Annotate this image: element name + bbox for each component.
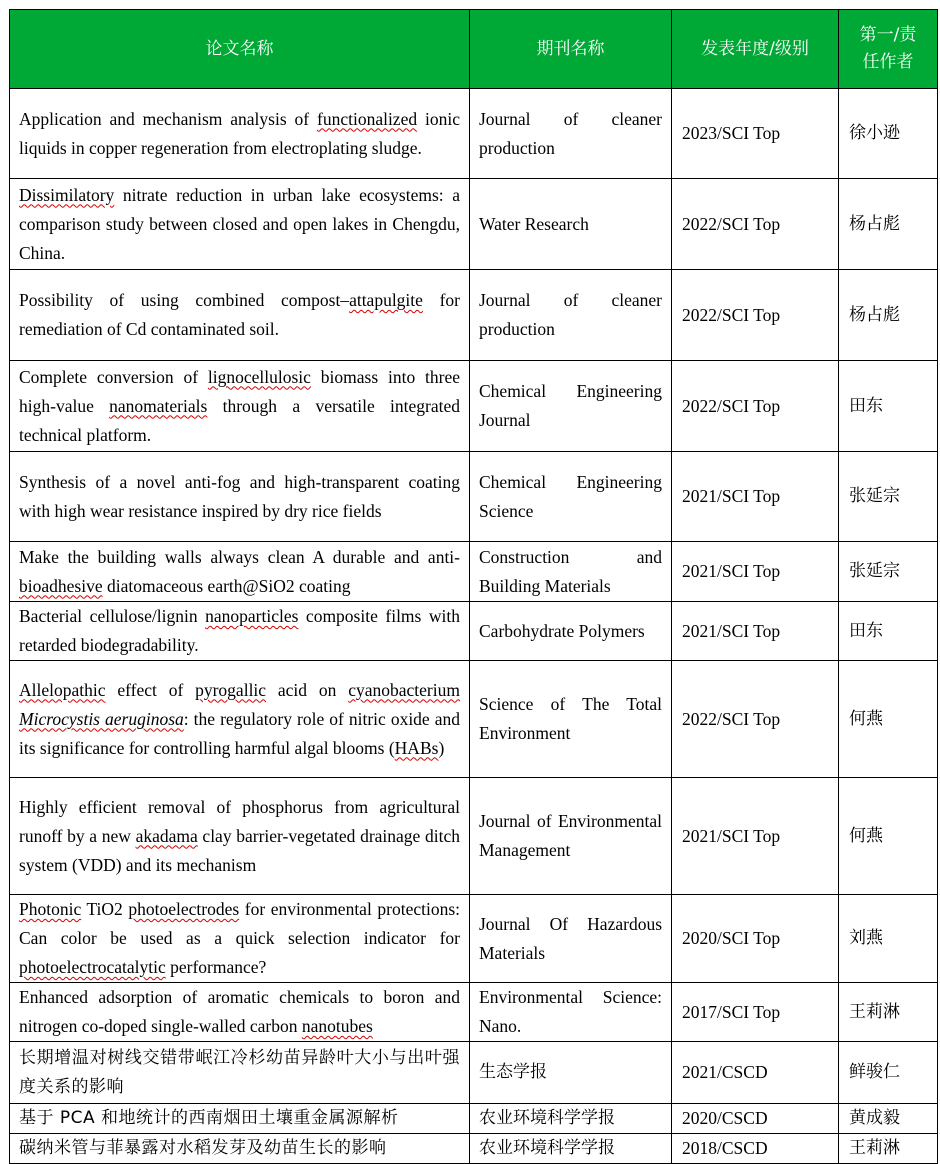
title-text: ): [438, 737, 445, 758]
journal-name: Chemical Engineering Journal: [470, 361, 672, 452]
table-row: [10, 1134, 938, 1164]
year-level: 2021/SCI Top: [672, 452, 839, 542]
spellcheck-word: nanotubes: [301, 1016, 373, 1036]
paper-title: [10, 1042, 470, 1104]
title-text: biomass into three high-value: [19, 366, 461, 416]
author-name: 何燕: [839, 661, 938, 778]
header-author: 第一/责任作者: [839, 10, 938, 89]
table-row: [10, 452, 938, 542]
title-text: acid on: [266, 679, 349, 700]
header-journal: 期刊名称: [470, 10, 672, 89]
paper-title: [10, 361, 470, 452]
table-row: [10, 895, 938, 983]
title-text: TiO2: [81, 899, 129, 919]
year-level: 2020/CSCD: [672, 1104, 839, 1134]
title-text: Complete conversion of: [19, 366, 208, 387]
year-level: 2021/SCI Top: [672, 602, 839, 661]
journal-name: Carbohydrate Polymers: [470, 602, 672, 661]
year-level: 2021/SCI Top: [672, 778, 839, 895]
year-level: 2023/SCI Top: [672, 89, 839, 179]
author-name: 田东: [839, 361, 938, 452]
title-text: Highly efficient removal of phosphorus from agricultural runoff by a new: [19, 796, 460, 846]
spellcheck-word: functionalized: [317, 108, 418, 129]
paper-title: [10, 778, 470, 895]
year-level: 2022/SCI Top: [672, 179, 839, 270]
spellcheck-word: photoelectrocatalytic: [19, 957, 166, 977]
title-text: for remediation of Cd contaminated soil.: [19, 290, 460, 339]
paper-title: [10, 179, 470, 270]
publications-table: [9, 9, 938, 1164]
year-level: 2022/SCI Top: [672, 361, 839, 452]
author-name: 张延宗: [839, 452, 938, 542]
table-row: [10, 542, 938, 602]
title-text: 碳纳米管与菲暴露对水稻发芽及幼苗生长的影响: [19, 1138, 387, 1158]
paper-title: [10, 661, 470, 778]
title-text: diatomaceous earth@SiO2 coating: [102, 575, 351, 596]
author-name: 田东: [839, 602, 938, 661]
paper-title: [10, 270, 470, 361]
spellcheck-word: Photonic: [19, 899, 82, 919]
spellcheck-word: attapulgite: [349, 290, 423, 310]
table-row: [10, 179, 938, 270]
spellcheck-word: HABs: [394, 737, 439, 758]
journal-name: Construction and Building Materials: [470, 542, 672, 602]
author-name: 张延宗: [839, 542, 938, 602]
spellcheck-word: pyrogallic: [195, 679, 267, 700]
author-name: 何燕: [839, 778, 938, 895]
spellcheck-word: nanomaterials: [109, 395, 208, 416]
journal-name: 农业环境科学学报: [470, 1134, 672, 1164]
journal-name: Science of The Total Environment: [470, 661, 672, 778]
journal-name: Environmental Science: Nano.: [470, 983, 672, 1042]
table-row: [10, 661, 938, 778]
title-text: composite films with retarded biodegradability.: [19, 606, 460, 655]
header-year-level: 发表年度/级别: [672, 10, 839, 89]
journal-name: 农业环境科学学报: [470, 1104, 672, 1134]
title-text: Synthesis of a novel anti-fog and high-transparent coating with high wear resistance inspired by dry rice fields: [19, 471, 460, 521]
title-text: ionic liquids in copper regeneration from electroplating sludge.: [19, 108, 460, 158]
year-level: 2018/CSCD: [672, 1134, 839, 1164]
spellcheck-word: Dissimilatory: [19, 184, 115, 205]
spellcheck-word: photoelectrodes: [128, 899, 240, 919]
title-text: through a versatile integrated technical platform.: [19, 395, 460, 445]
year-level: 2020/SCI Top: [672, 895, 839, 983]
table-row: [10, 602, 938, 661]
title-text: Enhanced adsorption of aromatic chemicals to boron and nitrogen co-doped single-walled carbon: [19, 987, 460, 1036]
spellcheck-word: bioadhesive: [19, 575, 103, 596]
year-level: 2017/SCI Top: [672, 983, 839, 1042]
author-name: 鲜骏仁: [839, 1042, 938, 1104]
table-row: [10, 361, 938, 452]
paper-title: [10, 1134, 470, 1164]
journal-name: Water Research: [470, 179, 672, 270]
journal-name: Journal of Environmental Management: [470, 778, 672, 895]
year-level: 2021/SCI Top: [672, 542, 839, 602]
title-text: for environmental protections: Can color be used as a quick selection indicator for: [19, 899, 460, 948]
spellcheck-word: nanoparticles: [205, 606, 299, 626]
author-name: 王莉淋: [839, 983, 938, 1042]
title-text: : the regulatory role of nitric oxide and its significance for controlling harmful algal blooms (: [19, 708, 460, 758]
spellcheck-word: cyanobacterium: [348, 679, 460, 700]
spellcheck-word: lignocellulosic: [207, 366, 311, 387]
paper-title: [10, 452, 470, 542]
header-title: 论文名称: [10, 10, 470, 89]
table-body: [10, 89, 938, 1164]
table-row: [10, 983, 938, 1042]
journal-name: Journal of cleaner production: [470, 89, 672, 179]
year-level: 2022/SCI Top: [672, 661, 839, 778]
author-name: 黄成毅: [839, 1104, 938, 1134]
year-level: 2022/SCI Top: [672, 270, 839, 361]
paper-title: [10, 1104, 470, 1134]
paper-title: [10, 983, 470, 1042]
table-row: [10, 778, 938, 895]
paper-title: [10, 602, 470, 661]
spellcheck-word: Allelopathic: [19, 679, 106, 700]
title-text: Make the building walls always clean A durable and anti-: [19, 546, 460, 567]
journal-name: 生态学报: [470, 1042, 672, 1104]
paper-title: [10, 89, 470, 179]
title-text: effect of: [105, 679, 196, 700]
table-row: [10, 89, 938, 179]
table-row: [10, 1042, 938, 1104]
title-text: Possibility of using combined compost–: [19, 290, 350, 310]
author-name: 王莉淋: [839, 1134, 938, 1164]
title-text: 基于 PCA 和地统计的西南烟田土壤重金属源解析: [19, 1108, 399, 1128]
title-text: Application and mechanism analysis of: [19, 108, 317, 129]
title-text: nitrate reduction in urban lake ecosystems: a comparison study between closed and open lakes in Chengdu, China.: [19, 184, 460, 263]
author-name: 徐小逊: [839, 89, 938, 179]
title-text: 长期增温对树线交错带岷江冷杉幼苗异龄叶大小与出叶强度关系的影响: [19, 1047, 460, 1097]
spellcheck-word: Microcystis aeruginosa: [19, 708, 184, 729]
title-text: Bacterial cellulose/lignin: [19, 606, 206, 626]
paper-title: [10, 895, 470, 983]
table-row: [10, 1104, 938, 1134]
author-name: 刘燕: [839, 895, 938, 983]
year-level: 2021/CSCD: [672, 1042, 839, 1104]
paper-title: [10, 542, 470, 602]
author-name: 杨占彪: [839, 270, 938, 361]
journal-name: Chemical Engineering Science: [470, 452, 672, 542]
spellcheck-word: akadama: [135, 825, 198, 846]
journal-name: Journal Of Hazardous Materials: [470, 895, 672, 983]
author-name: 杨占彪: [839, 179, 938, 270]
table-row: [10, 270, 938, 361]
journal-name: Journal of cleaner production: [470, 270, 672, 361]
title-text: performance?: [165, 957, 267, 977]
title-text: clay barrier-vegetated drainage ditch system (VDD) and its mechanism: [19, 825, 460, 875]
table-header-row: [10, 10, 938, 89]
